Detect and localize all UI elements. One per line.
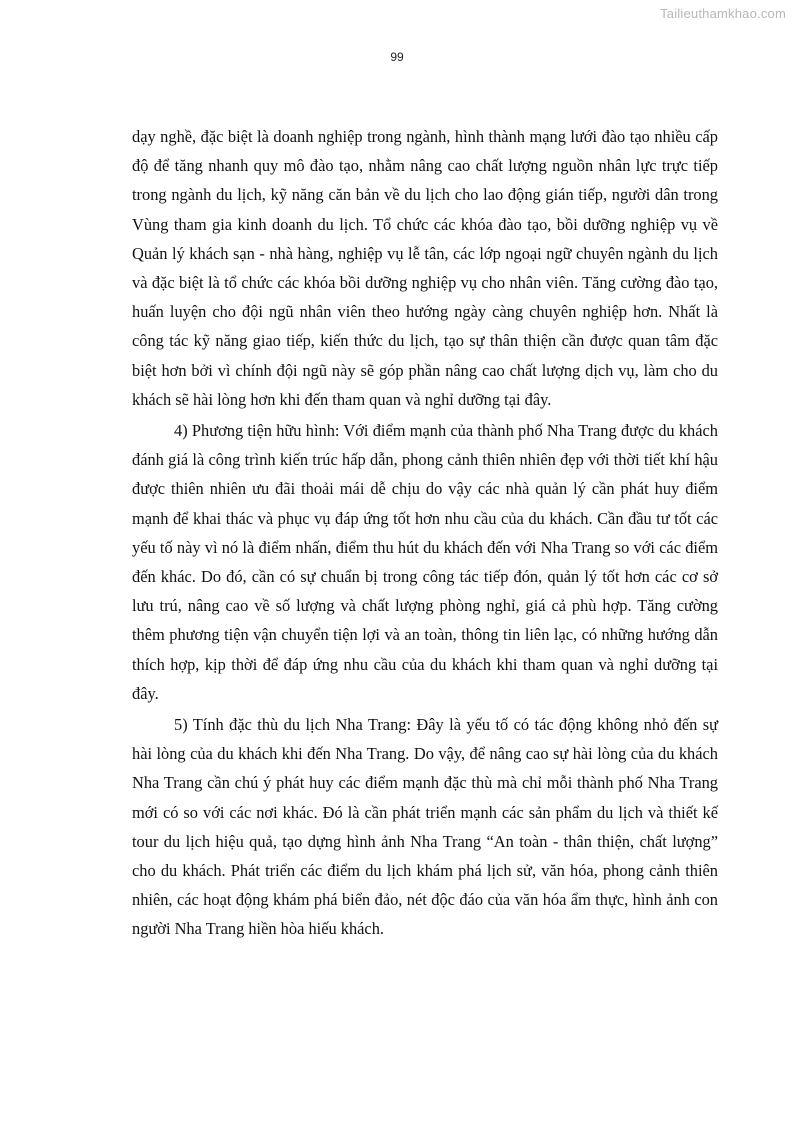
paragraph-specificity: 5) Tính đặc thù du lịch Nha Trang: Đây là yếu tố có tác động không nhỏ đến sự hài lòng của du khách khi đến Nha Trang. Do vậy, để nâng cao sự hài lòng của du khách Nha Trang cần chú ý phát huy các điểm mạnh đặc thù mà chỉ mỗi thành phố Nha Trang mới có so với các nơi khác. Đó là cần phát triển mạnh các sản phẩm du lịch và thiết kế tour du lịch hiệu quả, tạo dựng hình ảnh Nha Trang “An toàn - thân thiện, chất lượng” cho du khách. Phát triển các điểm du lịch khám phá lịch sử, văn hóa, phong cảnh thiên nhiên, các hoạt động khám phá biển đảo, nét độc đáo của văn hóa ẩm thực, hình ảnh con người Nha Trang hiền hòa hiếu khách.: [132, 715, 718, 939]
page-number: 99: [390, 50, 404, 64]
paragraph-tangibles: 4) Phương tiện hữu hình: Với điểm mạnh của thành phố Nha Trang được du khách đánh giá là công trình kiến trúc hấp dẫn, phong cảnh thiên nhiên đẹp với thời tiết khí hậu được thiên nhiên ưu đãi thoải mái dễ chịu do vậy các nhà quản lý cần phát huy điểm mạnh để khai thác và phục vụ đáp ứng tốt hơn nhu cầu của du khách. Cần đầu tư tốt các yếu tố này vì nó là điểm nhấn, điểm thu hút du khách đến với Nha Trang so với các điểm đến khác. Do đó, cần có sự chuẩn bị trong công tác tiếp đón, quản lý tốt hơn các cơ sở lưu trú, nâng cao về số lượng và chất lượng phòng nghỉ, giá cả phù hợp. Tăng cường thêm phương tiện vận chuyển tiện lợi và an toàn, thông tin liên lạc, có những hướng dẫn thích hợp, kịp thời để đáp ứng nhu cầu của du khách khi tham quan và nghỉ dưỡng tại đây.: [132, 421, 718, 703]
paragraph-continued: dạy nghề, đặc biệt là doanh nghiệp trong ngành, hình thành mạng lưới đào tạo nhiều cấp độ để tăng nhanh quy mô đào tạo, nhằm nâng cao chất lượng nguồn nhân lực trực tiếp trong ngành du lịch, kỹ năng căn bản về du lịch cho lao động gián tiếp, người dân trong Vùng tham gia kinh doanh du lịch. Tổ chức các khóa đào tạo, bồi dưỡng nghiệp vụ về Quản lý khách sạn - nhà hàng, nghiệp vụ lễ tân, các lớp ngoại ngữ chuyên ngành du lịch và đặc biệt là tổ chức các khóa bồi dưỡng nghiệp vụ cho nhân viên. Tăng cường đào tạo, huấn luyện cho đội ngũ nhân viên theo hướng ngày càng chuyên nghiệp hơn. Nhất là công tác kỹ năng giao tiếp, kiến thức du lịch, tạo sự thân thiện cần được quan tâm đặc biệt hơn bởi vì chính đội ngũ này sẽ góp phần nâng cao chất lượng dịch vụ, làm cho du khách sẽ hài lòng hơn khi đến tham quan và nghỉ dưỡng tại đây.: [132, 127, 718, 409]
watermark-text: Tailieuthamkhao.com: [660, 6, 786, 21]
document-body: [132, 122, 718, 946]
